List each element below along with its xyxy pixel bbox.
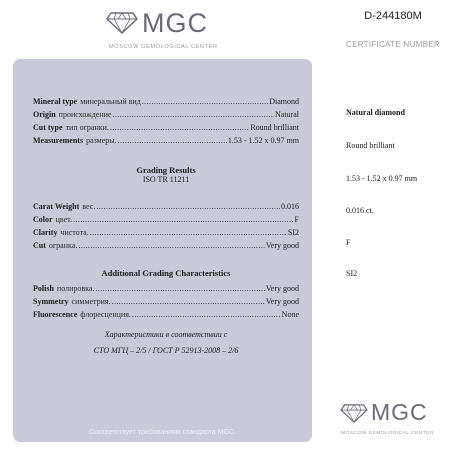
brand-subtitle: MOSCOW GEMOLOGICAL CENTER [109,44,218,50]
row-measurements: Measurements размеры. ..... 1.53 - 1.52 x 0.97 mm [33,134,299,147]
additional-characteristics-title: Additional Grading Characteristics [101,268,231,278]
grading-content [33,95,299,359]
grading-standard: ISO TR 11211 [142,175,190,184]
summary-cut: Round brilliant [346,141,395,150]
standard-note-line1: Характеристики в соответствии с [104,330,228,339]
standard-note-line2: СТО МГЦ – 2/5 / ГОСТ Р 52913-2008 – 2/6 [93,346,239,355]
row-cut-type: Cut type тип огранки. ..... Round brilliant [33,121,299,134]
certificate-number-label: CERTIFICATE NUMBER [346,40,440,49]
grading-results-title: Grading Results [136,165,196,175]
row-cut: Cut огранка. ..... Very good [33,239,299,252]
row-symmetry: Symmetry симметрия. ..... Very good [33,295,299,308]
row-clarity: Clarity чистота. ..... SI2 [33,226,299,239]
mgc-logo-top [106,8,256,52]
brand-subtitle: MOSCOW GEMOLOGICAL CENTER [341,431,434,436]
row-carat-weight: Carat Weight вес. ..... 0.016 [33,200,299,213]
row-color: Color цвет. ..... F [33,213,299,226]
row-polish: Polish полировка. ..... Very good [33,282,299,295]
identification-section [33,95,299,147]
summary-color: F [346,238,351,247]
summary-clarity: SI2 [346,269,358,278]
summary-measurements: 1.53 - 1.52 x 0.97 mm [346,174,418,183]
summary-weight: 0.016 ct. [346,206,374,215]
mgc-logo-bottom [340,398,450,442]
summary-origin-type: Natural diamond [346,108,405,117]
grading-section [33,200,299,252]
diamond-icon [340,404,368,423]
row-origin: Origin происхождение ..... Natural [33,108,299,121]
additional-section [33,282,299,321]
row-mineral-type: Mineral type минеральный вид ..... Diamond [33,95,299,108]
diamond-icon [106,12,138,34]
certificate-number: D-244180M [364,10,422,22]
panel-footer-note: Соответствует требованиям стандарта MGC. [89,429,236,436]
brand-name: MGC [142,8,208,38]
brand-name: MGC [371,399,428,425]
row-fluorescence: Fluorescence флоресценция. ..... None [33,308,299,321]
grading-panel [13,59,312,442]
